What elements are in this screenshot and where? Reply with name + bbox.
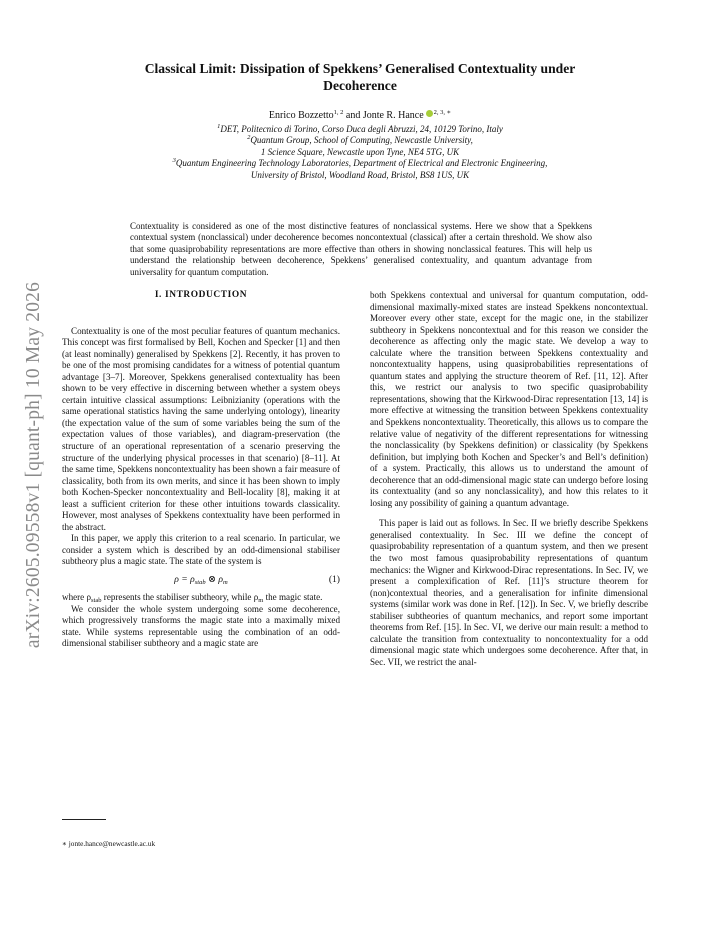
affiliation-3-address <box>100 170 620 181</box>
intro-paragraph-3 <box>62 592 340 604</box>
equation-1 <box>62 574 340 586</box>
equation-1-subscript-m: m <box>223 579 228 587</box>
affiliation-1-number: 1 <box>217 123 221 130</box>
affiliation-3-text: Quantum Engineering Technology Laboratories, Department of Electrical and Electronic Engineering, <box>175 158 548 169</box>
paper-title <box>100 60 620 94</box>
orcid-icon[interactable] <box>426 110 433 117</box>
footnote-divider <box>62 819 106 820</box>
affiliation-2 <box>100 135 620 146</box>
affiliation-2-number: 2 <box>247 134 251 142</box>
intro-paragraph-6: This paper is laid out as follows. In Sec. II we briefly describe Spekkens generalised contextuality. In Sec. III we define the concept of quasiprobability representation of a quantum system, and then we present the two most famous quasiprobability representations of quantum mechanics: the Wigner and Kirkwood-Dirac representations. In Sec. IV, we present a complexification of Ref. [11]’s structure theorem for (non)contextual theories, and a generalisation for infinite dimensional systems (similar work was done in Ref. [12]). In Sec. V, we briefly describe stabiliser subtheories of quantum mechanics, and report some important theorems from Ref. [15]. In Sec. VI, we derive our main result: a method to calculate the transition from contextuality to noncontextuality for a odd dimensional magic state which undergoes some decoherence. After that, in Sec. VII, we restrict the anal- <box>370 518 648 667</box>
equation-1-tensor: ⊗ ρ <box>205 574 224 586</box>
footnote-email: ∗ jonte.hance@newcastle.ac.uk <box>62 839 156 848</box>
arxiv-identifier-stamp <box>18 230 50 700</box>
section-heading-introduction: I. INTRODUCTION <box>154 290 248 300</box>
affiliation-2-text: Quantum Group, School of Computing, Newcastle University, <box>250 135 473 146</box>
intro-paragraph-4: We consider the whole system undergoing some some decoherence, which progressively transforms the magic state into a maximally mixed state. While systems representable using the combination of an odd-dimensional stabiliser subtheory and a magic state are <box>62 603 340 649</box>
equation-1-lhs: ρ = ρ <box>174 574 195 586</box>
equation-1-subscript-stab: stab <box>194 579 206 587</box>
affiliation-1 <box>100 124 620 135</box>
author-1-affil-marks: 1, 2 <box>333 109 344 116</box>
author-1-name: Enrico Bozzetto <box>268 110 334 121</box>
p3-subscript-m: m <box>258 597 264 605</box>
right-column <box>370 290 648 669</box>
author-2-affil-marks: 2, 3, ∗ <box>433 109 452 116</box>
intro-paragraph-1: Contextuality is one of the most peculiar features of quantum mechanics. This concept was first formalised by Bell, Kochen and Specker [1] and then (at least nominally) generalised by Spekkens [2]. Recently, it has proven to be one of the most promising candidates for a witness of potential quantum advantage [3–7]. Moreover, Spekkens generalised contextuality has been shown to be very effective in discerning between whether a system obeys certain intuitive classical assumptions: Leibnizianity (operations with the same operational statistics having the same underlying ontology), linearity (the expectation value of the sum of some variables being the sum of the expectation values of those variables), and diagram-preservation (the structure of an operational representation of a scenario preserving the structure of the underlying physical processes in that scenario) [8–11]. At the same time, Spekkens noncontextuality has been shown a fair measure of classicality, both from its own merits, and since it has been shown to imply both Kochen-Specker noncontextuality and Bell-locality [8], making it at least a sufficient criterion for these other intuitions towards classicality. However, most analyses of Spekkens contextuality have been performed in the abstract. <box>62 325 340 532</box>
p3-text-b: represents the stabiliser subtheory, while ρ <box>101 592 259 603</box>
intro-paragraph-2: In this paper, we apply this criterion to a real scenario. In particular, we consider a system which is described by an odd-dimensional stabiliser subtheory plus a magic state. The state of the system is <box>62 533 340 567</box>
affiliation-1-text: DET, Politecnico di Torino, Corso Duca degli Abruzzi, 24, 10129 Torino, Italy <box>220 124 503 134</box>
affiliation-3-address-text: University of Bristol, Woodland Road, Bristol, BS8 1US, UK <box>250 169 470 180</box>
left-column <box>62 290 340 650</box>
abstract: Contextuality is considered as one of the most distinctive features of nonclassical systems. Here we show that a Spekkens contextual system (nonclassical) under decoherence becomes noncontextual (classical) after a certain threshold. We show also that some quasiprobability representations are more effective than others in showing nonclassical features. This will help us understand the relationship between decoherence, Spekkens’ generalised contextuality, and quantum advantage from universality for quantum computation. <box>130 221 592 277</box>
paper-header <box>100 60 620 181</box>
p3-text-a: where ρ <box>62 592 92 603</box>
affiliations <box>100 124 620 181</box>
affiliation-3-number: 3 <box>172 157 176 165</box>
intro-paragraph-5: both Spekkens contextual and universal for quantum computation, odd-dimensional maximally-mixed states are instead Spekkens noncontextual. Moreover every other state, except for the magic one, in the stabilizer subtheory in Spekkens noncontextual and for this reason we consider the decoherence as affecting only the magic state. We develop a way to calculate where the transition between Spekkens contextuality and noncontextuality happens, using quasiprobabilities representations of quantum states and applying the structure theorem of Ref. [11, 12]. After this, we restrict our analysis to two specific quasiprobability representations, showing that the Kirkwood-Dirac representation [13, 14] is more effective at witnessing the transition between Spekkens contextuality and Spekkens noncontextuality. Theoretically, this allows us to compare the relative value of negativity of the different representations for witnessing the nonclassicality (by Spekkens definition) or classicality (by Spekkens definition, but implying both Kochen and Specker’s and Bell’s definition) of a system. Practically, this allows us to understand the amount of decoherence that an odd-dimensional magic state can undergo before losing its contextuality (and so any nonclassicality), and how this relates to it losing any possibility of gaining a quantum advantage. <box>370 290 648 508</box>
affiliation-2-address <box>100 147 620 158</box>
affiliation-2-address-text: 1 Science Square, Newcastle upon Tyne, NE4 5TG, UK <box>260 146 460 157</box>
equation-1-number: (1) <box>328 574 340 586</box>
title-line-1: Classical Limit: Dissipation of Spekkens’ Generalised Contextuality under <box>144 61 576 76</box>
p3-subscript-stab: stab <box>91 597 102 605</box>
affiliation-3 <box>100 158 620 169</box>
title-line-2: Decoherence <box>323 78 397 93</box>
p3-text-c: the magic state. <box>263 592 323 603</box>
author-list <box>100 110 620 122</box>
author-2-name: Jonte R. Hance <box>362 110 424 121</box>
arxiv-identifier-text: arXiv:2605.09558v1 [quant-ph] 10 May 2026 <box>23 281 45 649</box>
author-conjunction: and <box>343 110 363 121</box>
